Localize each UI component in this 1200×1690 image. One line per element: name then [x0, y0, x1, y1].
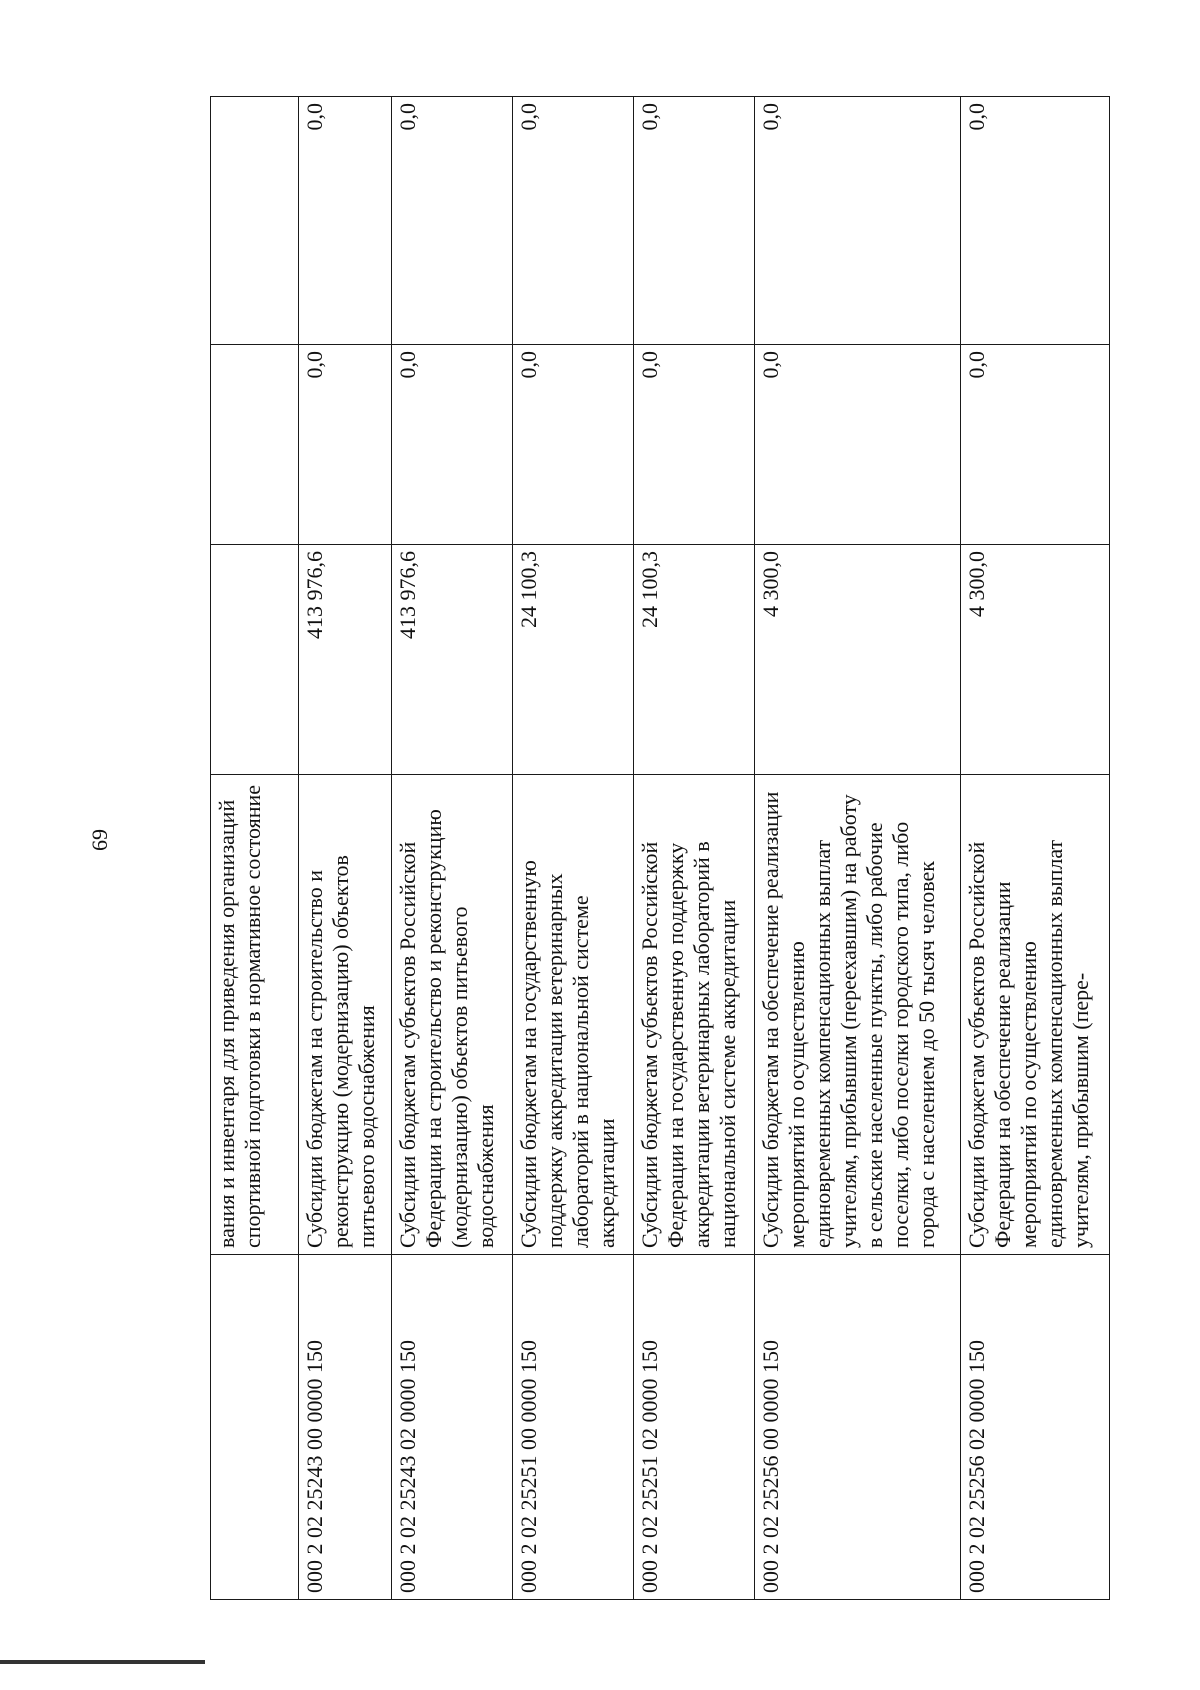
- amount-2-cell: [211, 345, 299, 545]
- revenue-name-cell: вания и инвентаря для приведения организаций спортивной подготовки в нормативное состояние: [211, 775, 299, 1255]
- amount-1-cell: 24 100,3: [512, 545, 633, 775]
- scan-edge-line: [0, 1660, 205, 1664]
- amount-3-cell: 0,0: [512, 97, 633, 345]
- revenue-name-cell: Субсидии бюджетам субъектов Российской Федерации на обеспечение реализации мероприятий по осуществлению единовременных компенсационных выплат учителям, прибывшим (пере-: [960, 775, 1109, 1255]
- revenue-name-cell: Субсидии бюджетам на строительство и реконструкцию (модернизацию) объектов питьевого водоснабжения: [299, 775, 392, 1255]
- table-row: [211, 97, 299, 1600]
- revenue-name-cell: Субсидии бюджетам на государственную поддержку аккредитации ветеринарных лабораторий в национальной системе аккредитации: [512, 775, 633, 1255]
- table-row: [754, 97, 960, 1600]
- table-row: [960, 97, 1109, 1600]
- amount-3-cell: 0,0: [754, 97, 960, 345]
- budget-code-cell: 000 2 02 25256 00 0000 150: [754, 1255, 960, 1600]
- amount-1-cell: 4 300,0: [754, 545, 960, 775]
- table-row: [633, 97, 754, 1600]
- revenue-name-cell: Субсидии бюджетам субъектов Российской Федерации на строительство и реконструкцию (модернизацию) объектов питьевого водоснабжения: [391, 775, 512, 1255]
- amount-2-cell: 0,0: [960, 345, 1109, 545]
- revenue-name-cell: Субсидии бюджетам на обеспечение реализации мероприятий по осуществлению единовременных компенсационных выплат учителям, прибывшим (переехавшим) на работу в сельские населенные пункты, либо рабочие поселки, либо поселки городского типа, либо города с населением до 50 тысяч человек: [754, 775, 960, 1255]
- amount-2-cell: 0,0: [633, 345, 754, 545]
- budget-code-cell: 000 2 02 25243 02 0000 150: [391, 1255, 512, 1600]
- amount-2-cell: 0,0: [754, 345, 960, 545]
- page-number: 69: [87, 829, 112, 851]
- budget-table: [210, 96, 1110, 1600]
- amount-3-cell: 0,0: [391, 97, 512, 345]
- table-row: [391, 97, 512, 1600]
- amount-3-cell: 0,0: [299, 97, 392, 345]
- amount-1-cell: 413 976,6: [391, 545, 512, 775]
- budget-code-cell: [211, 1255, 299, 1600]
- amount-1-cell: 413 976,6: [299, 545, 392, 775]
- amount-2-cell: 0,0: [391, 345, 512, 545]
- amount-1-cell: 24 100,3: [633, 545, 754, 775]
- amount-3-cell: 0,0: [960, 97, 1109, 345]
- table-row: [299, 97, 392, 1600]
- amount-3-cell: [211, 97, 299, 345]
- budget-code-cell: 000 2 02 25256 02 0000 150: [960, 1255, 1109, 1600]
- amount-1-cell: 4 300,0: [960, 545, 1109, 775]
- amount-2-cell: 0,0: [512, 345, 633, 545]
- amount-3-cell: 0,0: [633, 97, 754, 345]
- rotated-table-sheet: [210, 97, 1110, 1600]
- budget-code-cell: 000 2 02 25243 00 0000 150: [299, 1255, 392, 1600]
- amount-2-cell: 0,0: [299, 345, 392, 545]
- budget-code-cell: 000 2 02 25251 02 0000 150: [633, 1255, 754, 1600]
- table-row: [512, 97, 633, 1600]
- budget-code-cell: 000 2 02 25251 00 0000 150: [512, 1255, 633, 1600]
- amount-1-cell: [211, 545, 299, 775]
- revenue-name-cell: Субсидии бюджетам субъектов Российской Федерации на государственную поддержку аккредитации ветеринарных лабораторий в национальной системе аккредитации: [633, 775, 754, 1255]
